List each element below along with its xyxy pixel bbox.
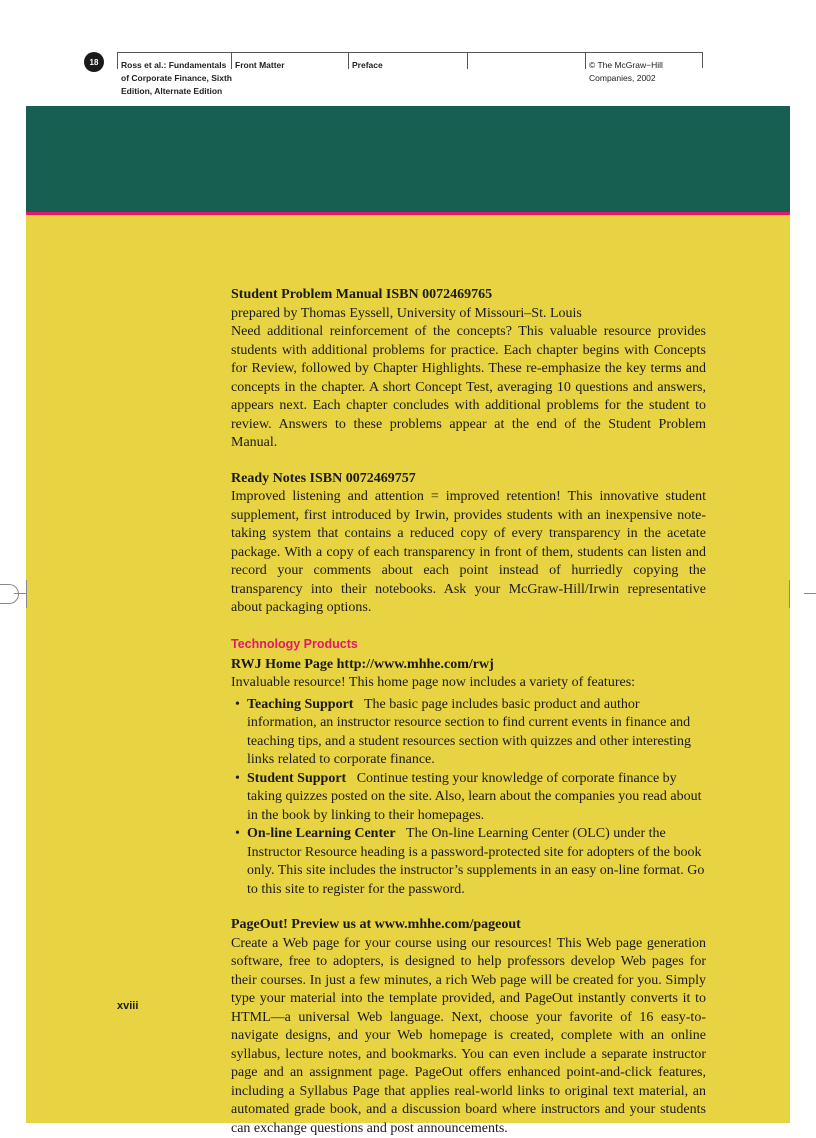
ready-notes-description: Improved listening and attention = improved retention! This innovative student supplement, first introduced by Irwin, provides students with an inexpensive note-taking system that contains a reduced copy of every transparency in the acetate package. With a copy of each transparency in front of them, students can listen and record your comments about each point instead of hurriedly copying the transparency into their notebooks. Ask your McGraw-Hill/Irwin representative about packaging options. (231, 488, 706, 618)
feature-term: On-line Learning Center (247, 826, 396, 841)
feature-term: Teaching Support (247, 697, 353, 712)
registration-mark-left (0, 584, 19, 604)
feature-text: Continue testing your knowledge of corporate finance by taking quizzes posted on the site. Also, learn about the companies you read about in the book by linking to their homepages. (247, 771, 702, 823)
main-content (231, 286, 706, 1138)
pageout-title: PageOut! Preview us at www.mhhe.com/pageout (231, 916, 706, 935)
spm-author: prepared by Thomas Eyssell, University of Missouri–St. Louis (231, 305, 706, 324)
chapter-label: Preface (352, 59, 383, 71)
feature-list (231, 696, 706, 900)
spm-description: Need additional reinforcement of the concepts? This valuable resource provides students with additional problems for practice. Each chapter begins with Concepts for Review, followed by Chapter Highlights. These re-emphasize the key terms and concepts in the chapter. A short Concept Test, averaging 10 questions and answers, appears next. Each chapter concludes with additional problems for the student to review. Answers to these problems appear at the end of the Student Problem Manual. (231, 323, 706, 453)
bullet-icon: • (235, 770, 240, 789)
copyright-line-2: Companies, 2002 (589, 72, 656, 84)
registration-line-right (804, 593, 816, 594)
copyright-line-1: © The McGraw−Hill (589, 59, 663, 71)
spm-title: Student Problem Manual ISBN 0072469765 (231, 286, 706, 305)
feature-item-teaching-support (231, 696, 706, 770)
pageout-description: Create a Web page for your course using our resources! This Web page generation software, free to adopters, is designed to help professors develop Web pages for their courses. In just a few minutes, a rich Web page will be created for you. Simply type your material into the template provided, and PageOut instantly converts it to HTML—a universal Web language. Next, choose your favorite of 16 easy-to-navigate designs, and your Web homepage is created, complete with an online syllabus, lecture notes, and bookmarks. You can even include a separate instructor page and an assignment page. PageOut offers enhanced point-and-click features, including a Syllabus Page that applies real-world links to original text material, an automated grade book, and a discussion board where instructors and your students can exchange questions and post announcements. (231, 935, 706, 1138)
feature-text: The basic page includes basic product and author information, an instructor resource section to find current events in finance and teaching tips, and a student resources section with quizzes and other interesting links related to corporate finance. (247, 697, 691, 768)
rwj-home-page-title: RWJ Home Page http://www.mhhe.com/rwj (231, 656, 706, 675)
feature-item-student-support (231, 770, 706, 826)
feature-term: Student Support (247, 771, 346, 786)
rwj-intro: Invaluable resource! This home page now includes a variety of features: (231, 674, 706, 693)
header-right-edge (702, 52, 703, 68)
technology-products-heading: Technology Products (231, 635, 706, 653)
folio-page-number: xviii (117, 1000, 138, 1012)
running-header (0, 0, 816, 106)
feature-text: The On-line Learning Center (OLC) under the Instructor Resource heading is a password-protected site for adopters of the book only. This site includes the instructor’s supplements in an easy on-line format. Go to this site to register for the password. (247, 826, 704, 897)
header-cell-empty (467, 52, 585, 69)
trim-mark-right (789, 580, 790, 608)
ready-notes-title: Ready Notes ISBN 0072469757 (231, 470, 706, 489)
bullet-icon: • (235, 696, 240, 715)
trim-mark-left (26, 580, 27, 608)
feature-item-online-learning-center (231, 825, 706, 899)
registration-line-left (14, 593, 26, 594)
green-banner (26, 106, 790, 212)
book-title-line-3: Edition, Alternate Edition (121, 85, 222, 97)
book-title-line-2: of Corporate Finance, Sixth (121, 72, 232, 84)
book-title-line-1: Ross et al.: Fundamentals (121, 59, 226, 71)
bullet-icon: • (235, 825, 240, 844)
part-label: Front Matter (235, 59, 285, 71)
page-number-badge: 18 (84, 52, 104, 72)
